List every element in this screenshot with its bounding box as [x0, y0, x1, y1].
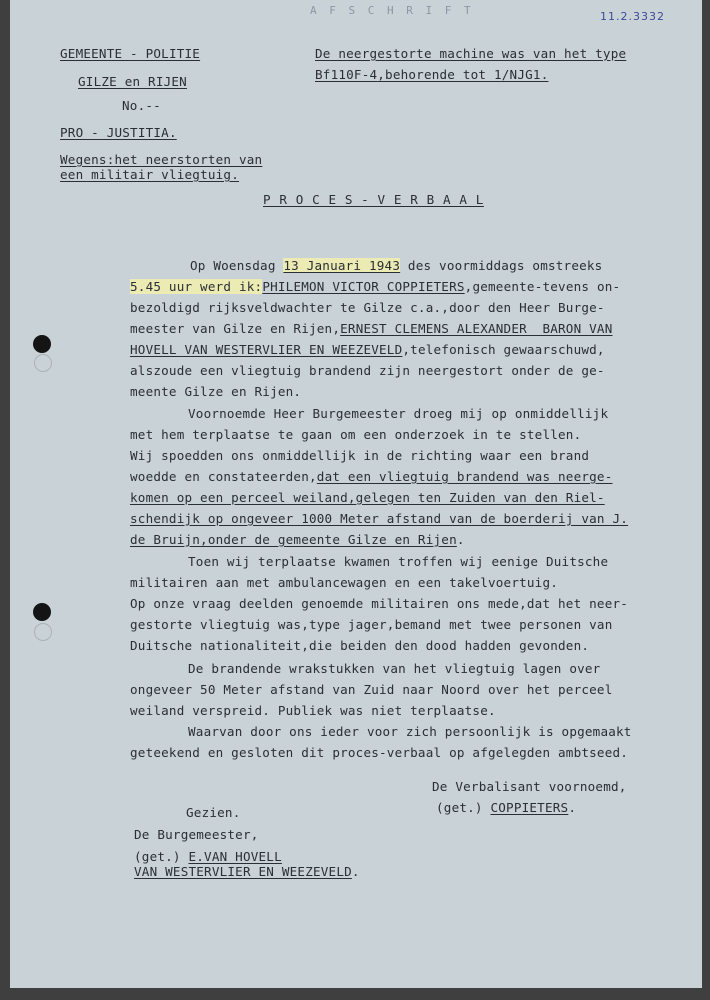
- p2-line-1: Voornoemde Heer Burgemeester droeg mij op onmiddellijk: [188, 406, 609, 421]
- p3-line-3: Op onze vraag deelden genoemde militairen ons mede,dat het neer-: [130, 596, 629, 611]
- mayor-signature-line-2: VAN WESTERVLIER EN WEEZEVELD.: [134, 864, 360, 879]
- case-number: No.--: [122, 98, 161, 113]
- punch-hole-ghost-bottom: [34, 623, 52, 641]
- p4-line-2: ongeveer 50 Meter afstand van Zuid naar Noord over het perceel: [130, 682, 613, 697]
- p3-line-2: militairen aan met ambulancewagen en een takelvoertuig.: [130, 575, 559, 590]
- municipality-police: GEMEENTE - POLITIE: [60, 46, 201, 61]
- verbalisant-signature: (get.) COPPIETERS.: [436, 800, 577, 815]
- p1-line-7: meente Gilze en Rijen.: [130, 384, 302, 399]
- p1-line-6: alszoude een vliegtuig brandend zijn neergestort onder de ge-: [130, 363, 605, 378]
- date-highlight: 13 Januari 1943: [283, 258, 401, 273]
- archive-number: 11.2.3332: [600, 10, 665, 23]
- municipality-name: GILZE en RIJEN: [78, 74, 187, 89]
- burgemeester-label: De Burgemeester,: [134, 827, 259, 842]
- p3-line-4: gestorte vliegtuig was,type jager,bemand met twee personen van: [130, 617, 613, 632]
- p1-line-4: meester van Gilze en Rijen,ERNEST CLEMENS ALEXANDER BARON VAN: [130, 321, 613, 336]
- punch-hole-top: [33, 335, 51, 353]
- p2-line-5: komen op een perceel weiland,gelegen ten Zuiden van den Riel-: [130, 490, 605, 505]
- mayor-signature: (get.) E.VAN HOVELL: [134, 849, 282, 864]
- gezien-label: Gezien.: [186, 805, 241, 820]
- p4-line-3: weiland verspreid. Publiek was niet terplaatse.: [130, 703, 496, 718]
- mayor-signature-name: E.VAN HOVELL: [188, 849, 282, 864]
- p2-line-6: schendijk op ongeveer 1000 Meter afstand van de boerderij van J.: [130, 511, 629, 526]
- p2-line-3: Wij spoedden ons onmiddellijk in de richting waar een brand: [130, 448, 590, 463]
- subject-line-1: Wegens:het neerstorten van: [60, 152, 263, 167]
- p4-line-1: De brandende wrakstukken van het vliegtuig lagen over: [188, 661, 601, 676]
- verbalisant-name: COPPIETERS: [490, 800, 569, 815]
- mayor-name-2: HOVELL VAN WESTERVLIER EN WEEZEVELD: [130, 342, 403, 357]
- mayor-name-1: ERNEST CLEMENS ALEXANDER BARON VAN: [340, 321, 613, 336]
- punch-hole-bottom: [33, 603, 51, 621]
- p1-line-1: Op Woensdag 13 Januari 1943 des voormiddags omstreeks: [190, 258, 603, 273]
- aircraft-unit: ,behorende tot 1/NJG1.: [377, 67, 549, 82]
- aircraft-type: Bf110F-4: [315, 67, 378, 82]
- p2-line-2: met hem terplaatse te gaan om een onderzoek in te stellen.: [130, 427, 582, 442]
- verbalisant-label: De Verbalisant voornoemd,: [432, 779, 627, 794]
- p1-line-2: 5.45 uur werd ik:PHILEMON VICTOR COPPIETERS,gemeente-tevens on-: [130, 279, 621, 294]
- document-page: [10, 0, 702, 988]
- document-title: P R O C E S - V E R B A A L: [263, 192, 484, 207]
- p2-line-4: woedde en constateerden,dat een vliegtuig brandend was neerge-: [130, 469, 613, 484]
- punch-hole-ghost-top: [34, 354, 52, 372]
- p3-line-1: Toen wij terplaatse kwamen troffen wij eenige Duitsche: [188, 554, 609, 569]
- p1-line-3: bezoldigd rijksveldwachter te Gilze c.a.,door den Heer Burge-: [130, 300, 605, 315]
- p3-line-5: Duitsche nationaliteit,die beiden den dood hadden gevonden.: [130, 638, 590, 653]
- time-highlight: 5.45: [130, 279, 162, 294]
- aircraft-type-line-2: [315, 67, 548, 83]
- p5-line-1: Waarvan door ons ieder voor zich persoonlijk is opgemaakt: [188, 724, 632, 739]
- p1-line-5: HOVELL VAN WESTERVLIER EN WEEZEVELD,telefonisch gewaarschuwd,: [130, 342, 605, 357]
- officer-name: PHILEMON VICTOR COPPIETERS: [262, 279, 465, 294]
- p2-line-7: de Bruijn,onder de gemeente Gilze en Rijen.: [130, 532, 465, 547]
- pro-justitia: PRO - JUSTITIA.: [60, 125, 177, 140]
- p5-line-2: geteekend en gesloten dit proces-verbaal op afgelegden ambtseed.: [130, 745, 629, 760]
- subject-line-2: een militair vliegtuig.: [60, 167, 239, 182]
- aircraft-type-line-1: De neergestorte machine was van het type: [315, 46, 627, 61]
- afschrift-stamp: A F S C H R I F T: [310, 4, 474, 17]
